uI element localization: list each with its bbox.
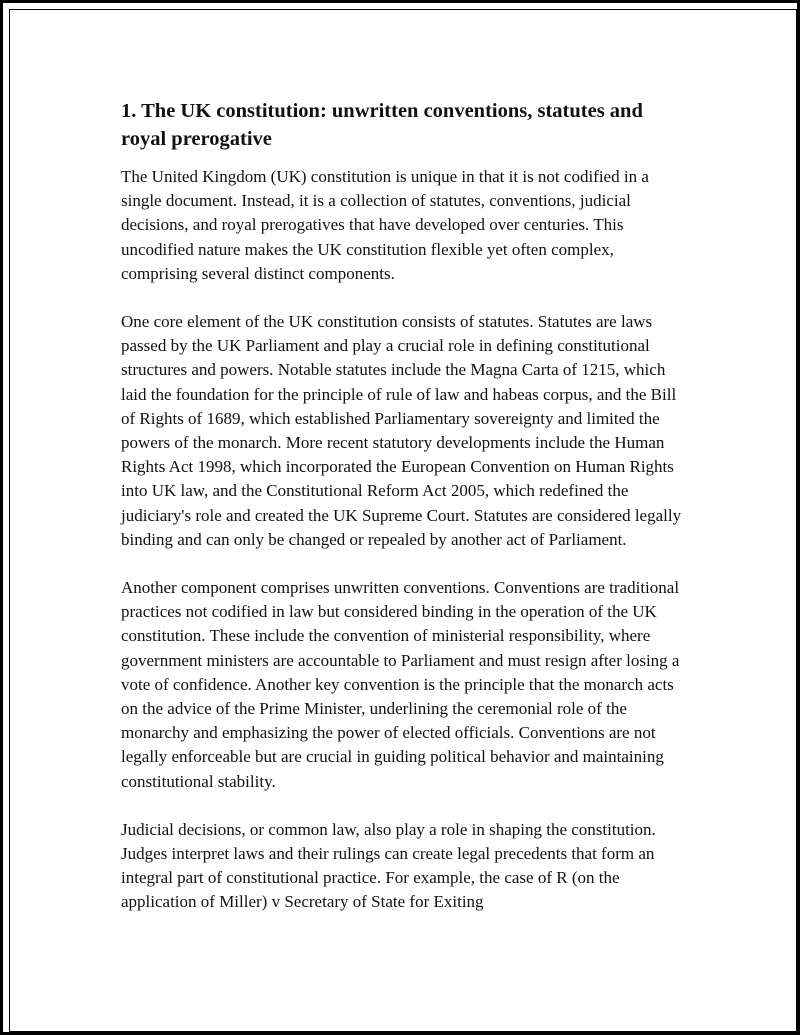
document-body — [121, 97, 691, 939]
paragraph-statutes: One core element of the UK constitution consists of statutes. Statutes are laws passed by the UK Parliament and play a crucial role in defining constitutional structures and powers. Notable statutes include the Magna Carta of 1215, which laid the foundation for the principle of rule of law and habeas corpus, and the Bill of Rights of 1689, which established Parliamentary sovereignty and limited the powers of the monarch. More recent statutory developments include the Human Rights Act 1998, which incorporated the European Convention on Human Rights into UK law, and the Constitutional Reform Act 2005, which redefined the judiciary's role and created the UK Supreme Court. Statutes are considered legally binding and can only be changed or repealed by another act of Parliament. — [121, 312, 682, 549]
paragraph-intro: The United Kingdom (UK) constitution is unique in that it is not codified in a single document. Instead, it is a collection of statutes, conventions, judicial decisions, and royal prerogatives that have developed over centuries. This uncodified nature makes the UK constitution flexible yet often complex, comprising several distinct components. — [121, 167, 649, 283]
paragraph-conventions: Another component comprises unwritten conventions. Conventions are traditional practices not codified in law but considered binding in the operation of the UK constitution. These include the convention of ministerial responsibility, where government ministers are accountable to Parliament and must resign after losing a vote of confidence. Another key convention is the principle that the monarch acts on the advice of the Prime Minister, underlining the ceremonial role of the monarchy and emphasizing the power of elected officials. Conventions are not legally enforceable but are crucial in guiding political behavior and maintaining constitutional stability. — [121, 578, 680, 791]
section-heading: 1. The UK constitution: unwritten conventions, statutes and royal prerogative — [121, 100, 643, 150]
paragraph-judicial-decisions: Judicial decisions, or common law, also play a role in shaping the constitution. Judges interpret laws and their rulings can create legal precedents that form an integral part of constitutional practice. For example, the case of R (on the application of Miller) v Secretary of State for Exiting — [121, 819, 656, 912]
